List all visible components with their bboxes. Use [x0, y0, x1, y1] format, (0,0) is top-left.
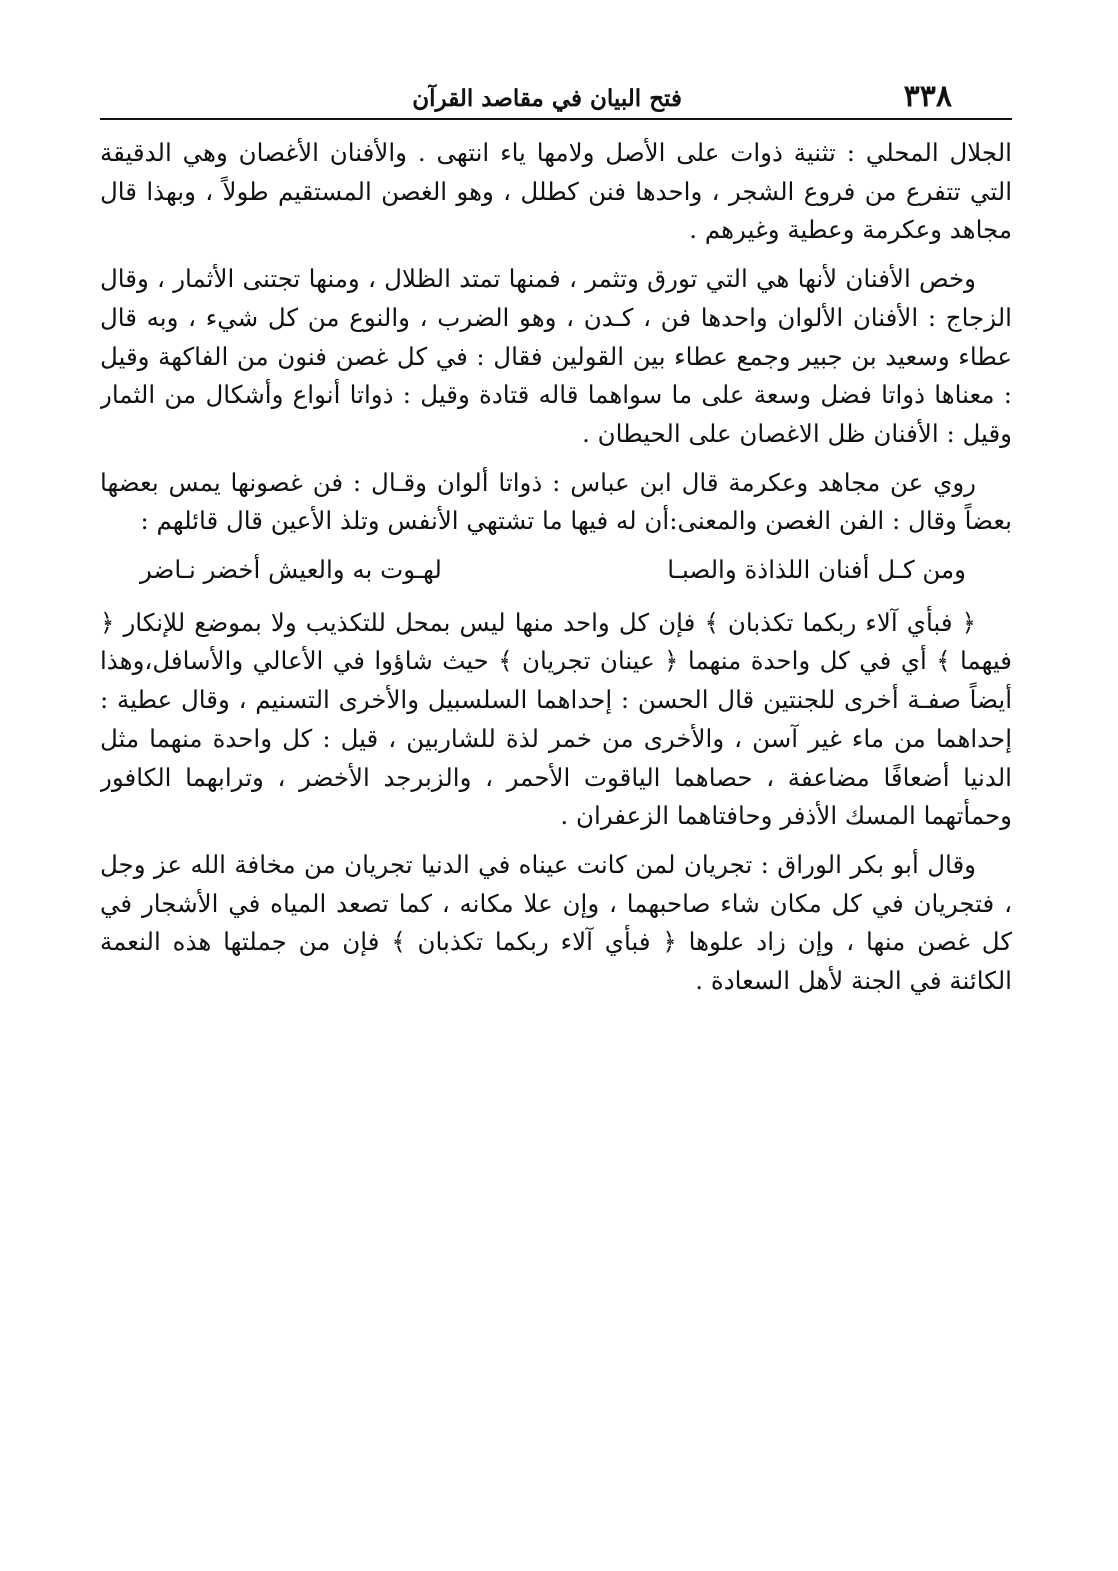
- running-header: [100, 72, 1012, 120]
- page-body: [100, 134, 1012, 1001]
- poetry-verse: [100, 551, 1012, 590]
- page-number: ٣٣٨: [903, 79, 952, 114]
- verse-second-hemistich: لهـوت به والعيش أخضر نـاضر: [140, 555, 442, 585]
- paragraph-4: ﴿ فبأي آلاء ربكما تكذبان ﴾ فإن كل واحد منها ليس بمحل للتكذيب ولا بموضع للإنكار ﴿ فيهما ﴾ أي في كل واحدة منهما ﴿ عينان تجريان ﴾ حيث شاؤوا في الأعالي والأسافل،وهذا أيضاً صفـة أخرى للجنتين قال الحسن : إحداهما السلسبيل والأخرى التسنيم ، وقال عطية : إحداهما من ماء غير آسن ، والأخرى من خمر لذة للشاربين ، قيل : كل واحدة منهما مثل الدنيا أضعافًا مضاعفة ، حصاهما الياقوت الأحمر ، والزبرجد الأخضر ، وترابهما الكافور وحمأتهما المسك الأذفر وحافتاهما الزعفران .: [100, 607, 1012, 831]
- paragraph-2: وخص الأفنان لأنها هي التي تورق وتثمر ، فمنها تمتد الظلال ، ومنها تجتنى الأثمار ، وقال الزجاج : الأفنان الألوان واحدها فن ، كـدن ، وهو الضرب ، والنوع من كل شيء ، وبه قال عطاء وسعيد بن جبير وجمع عطاء بين القولين فقال : في كل غصن فنون من الفاكهة وقيل : معناها ذواتا فضل وسعة على ما سواهما قاله قتادة وقيل : ذواتا أنواع وأشكال من الثمار وقيل : الأفنان ظل الاغصان على الحيطان .: [100, 264, 1012, 448]
- book-page: [100, 72, 1012, 1512]
- verse-first-hemistich: ومن كـل أفنان اللذاذة والصبـا: [667, 555, 966, 585]
- paragraph-3: روي عن مجاهد وعكرمة قال ابن عباس : ذواتا ألوان وقـال : فن غصونها يمس بعضها بعضاً وقال : الفن الغصن والمعنى:أن له فيها ما تشتهي الأنفس وتلذ الأعين قال قائلهم :: [100, 467, 1012, 536]
- book-title: فتح البيان في مقاصد القرآن: [412, 85, 682, 112]
- paragraph-1: الجلال المحلي : تثنية ذوات على الأصل ولامها ياء انتهى . والأفنان الأغصان وهي الدقيقة التي تتفرع من فروع الشجر ، واحدها فنن كطلل ، وهو الغصن المستقيم طولاً ، وبهذا قال مجاهد وعكرمة وعطية وغيرهم .: [100, 138, 1012, 245]
- paragraph-5: وقال أبو بكر الوراق : تجريان لمن كانت عيناه في الدنيا تجريان من مخافة الله عز وجل ، فتجريان في كل مكان شاء صاحبهما ، وإن علا مكانه ، كما تصعد المياه في الأشجار في كل غصن منها ، وإن زاد علوها ﴿ فبأي آلاء ربكما تكذبان ﴾ فإن من جملتها هذه النعمة الكائنة في الجنة لأهل السعادة .: [100, 849, 1012, 996]
